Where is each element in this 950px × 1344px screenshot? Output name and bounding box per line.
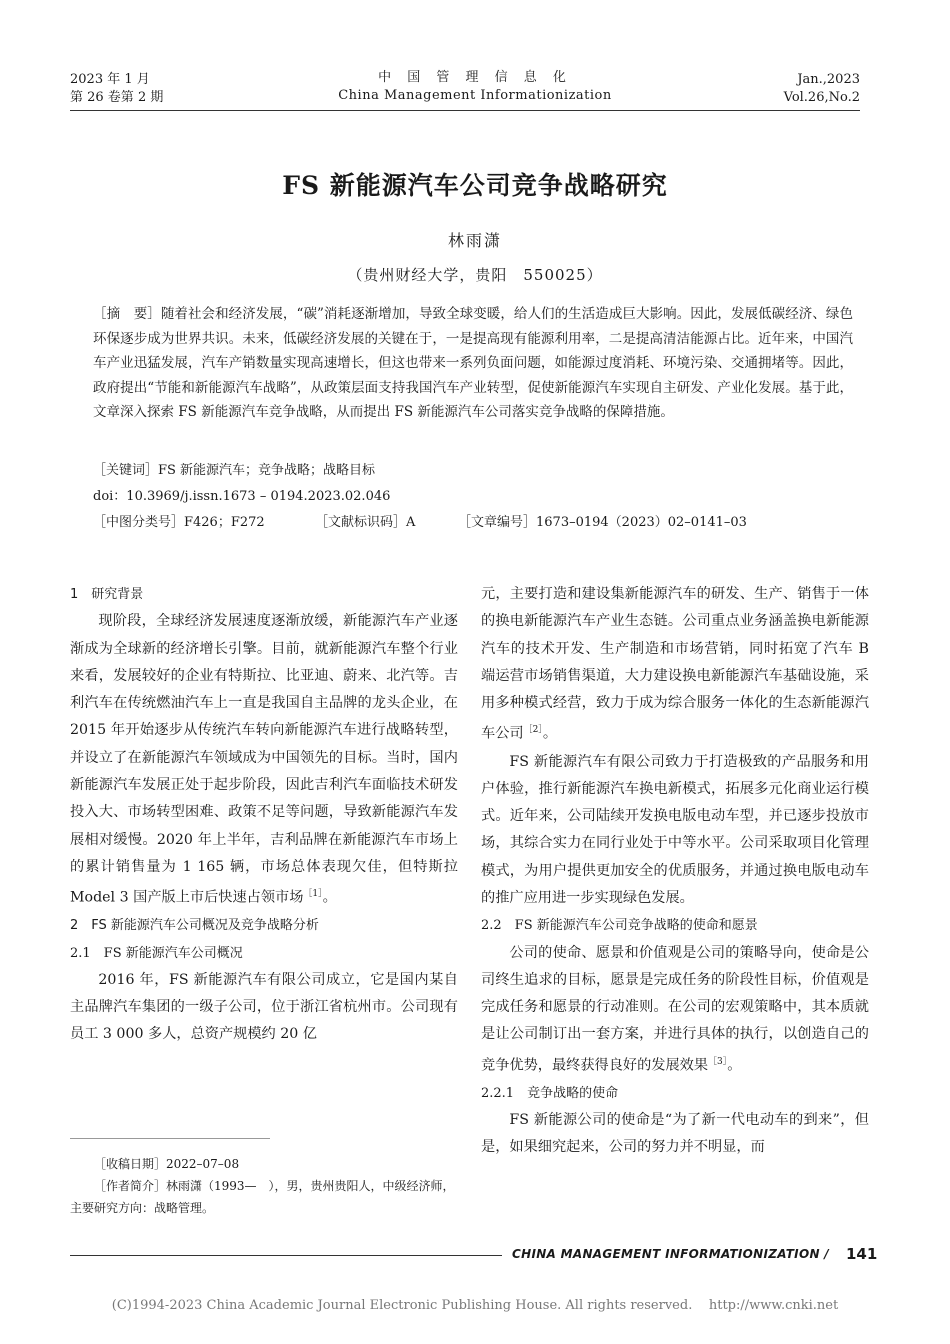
running-header-right (784, 71, 860, 107)
subsection-heading-2-2-1: 2.2.1 竞争战略的使命 (481, 1085, 619, 1101)
body-left-column (70, 581, 458, 1049)
paragraph: 公司的使命、愿景和价值观是公司的策略导向，使命是公司终生追求的目标，愿景是完成任务的阶段性目标，价值观是完成任务和愿景的行动准则。在公司的宏观策略中，其本质就是让公司制订出一套方案，并进行具体的执行，以创造自己的竞争优势，最终获得良好的发展效果$^{[3]}$。 (481, 944, 869, 1074)
abstract: ［摘 要］随着社会和经济发展，“碳”消耗逐渐增加，导致全球变暖，给人们的生活造成巨大影响。因此，发展低碳经济、绿色环保逐步成为世界共识。未来，低碳经济发展的关键在于，一是提高现有能源利用率，二是提高清洁能源占比。近年来，中国汽车产业迅猛发展，汽车产销数量实现高速增长，但这也带来一系列负面问题，如能源过度消耗、环境污染、交通拥堵等。因此，政府提出“节能和新能源汽车战略”，从政策层面支持我国汽车产业转型，促使新能源汽车实现自主研发、产业化发展。基于此，文章深入探索 FS 新能源汽车竞争战略，从而提出 FS 新能源汽车公司落实竞争战略的保障措施。 (93, 306, 853, 420)
keywords: ［关键词］FS 新能源汽车；竞争战略；战略目标 (93, 463, 376, 478)
issue-date: 2023 年 1 月 (70, 72, 150, 87)
section-heading-2: 2 FS 新能源汽车公司概况及竞争战略分析 (70, 918, 319, 934)
document-code: ［文献标识码］A (315, 515, 416, 530)
paper-title: FS 新能源汽车公司竞争战略研究 (282, 171, 668, 200)
author-name: 林雨潇 (447, 231, 502, 250)
page-number: 141 (846, 1245, 878, 1263)
subsection-heading-2-1: 2.1 FS 新能源汽车公司概况 (70, 945, 243, 961)
author-bio: ［作者简介］林雨潇（1993— ），男，贵州贵阳人，中级经济师，主要研究方向：战略管理。 (70, 1179, 455, 1215)
article-number: ［文章编号］1673–0194（2023）02–0141–03 (458, 515, 747, 530)
volume-issue: 第 26 卷第 2 期 (70, 90, 164, 105)
journal-name-cn: 中 国 管 理 信 息 化 (378, 70, 572, 85)
citation: ［2］ (523, 725, 543, 736)
received-date: ［收稿日期］2022–07–08 (94, 1157, 240, 1171)
footer-journal-name: CHINA MANAGEMENT INFORMATIONIZATION / (512, 1247, 829, 1261)
copyright-notice: (C)1994-2023 China Academic Journal Electronic Publishing House. All rights reserved. http://www.cnki.net (111, 1298, 839, 1313)
running-header-left (70, 71, 163, 107)
author-affiliation: （贵州财经大学，贵阳 550025） (347, 266, 603, 284)
header-rule (70, 110, 860, 111)
body-right-column (481, 581, 869, 1162)
paragraph: 2016 年，FS 新能源汽车有限公司成立，它是国内某自主品牌汽车集团的一级子公司，位于浙江省杭州市。公司现有员工 3 000 多人，总资产规模约 20 亿 (70, 971, 458, 1043)
footnote-rule (70, 1138, 270, 1139)
classification-number: ［中图分类号］F426；F272 (93, 515, 265, 530)
paragraph: 现阶段，全球经济发展速度逐渐放缓，新能源汽车产业逐渐成为全球新的经济增长引擎。目前，就新能源汽车整个行业来看，发展较好的企业有特斯拉、比亚迪、蔚来、北汽等。吉利汽车在传统燃油汽车上一直是我国自主品牌的龙头企业，在 2015 年开始逐步从传统汽车转向新能源汽车进行战略转型，并设立了在新能源汽车领域成为中国领先的目标。当时，国内新能源汽车发展正处于起步阶段，因此吉利汽车面临技术研发投入大、市场转型困难、政策不足等问题，导致新能源汽车发展相对缓慢。2020 年上半年，吉利品牌在新能源汽车市场上的累计销售量为 1 165 辆，市场总体表现欠佳，但特斯拉 Model 3 国产版上市后快速占领市场$^{[1]}$。 (70, 613, 458, 906)
subsection-heading-2-2: 2.2 FS 新能源汽车公司竞争战略的使命和愿景 (481, 918, 758, 934)
citation: ［3］ (708, 1056, 728, 1067)
paragraph: FS 新能源汽车有限公司致力于打造极致的产品服务和用户体验，推行新能源汽车换电新模式，拓展多元化商业运行模式。近年来，公司陆续开发换电版电动车型，并已逐步投放市场，其综合实力在同行业处于中等水平。公司采取项目化管理模式，为用户提供更加安全的优质服务，并通过换电版电动车的推广应用进一步实现绿色发展。 (481, 753, 869, 906)
running-header-journal (300, 69, 650, 105)
paragraph: FS 新能源公司的使命是“为了新一代电动车的到来”，但是，如果细究起来，公司的努力并不明显，而 (481, 1112, 869, 1156)
citation: ［1］ (303, 889, 323, 900)
doi: doi：10.3969/j.issn.1673 – 0194.2023.02.046 (93, 489, 391, 504)
footer-rule (70, 1255, 502, 1256)
footer-separator: / (824, 1247, 829, 1261)
footnote (70, 1153, 458, 1219)
section-heading-1: 1 研究背景 (70, 587, 144, 602)
journal-name-en: China Management Informationization (338, 88, 612, 103)
issue-date-en: Jan.,2023 (797, 72, 860, 87)
paragraph: 元，主要打造和建设集新能源汽车的研发、生产、销售于一体的换电新能源汽车产业生态链。公司重点业务涵盖换电新能源汽车的技术开发、生产制造和市场营销，同时拓宽了汽车 B 端运营市场销售渠道，大力建设换电新能源汽车基础设施，采用多种模式经营，致力于成为综合服务一体化的生态新能源汽车公司$^{[2]}$。 (481, 586, 869, 743)
volume-issue-en: Vol.26,No.2 (783, 90, 860, 105)
